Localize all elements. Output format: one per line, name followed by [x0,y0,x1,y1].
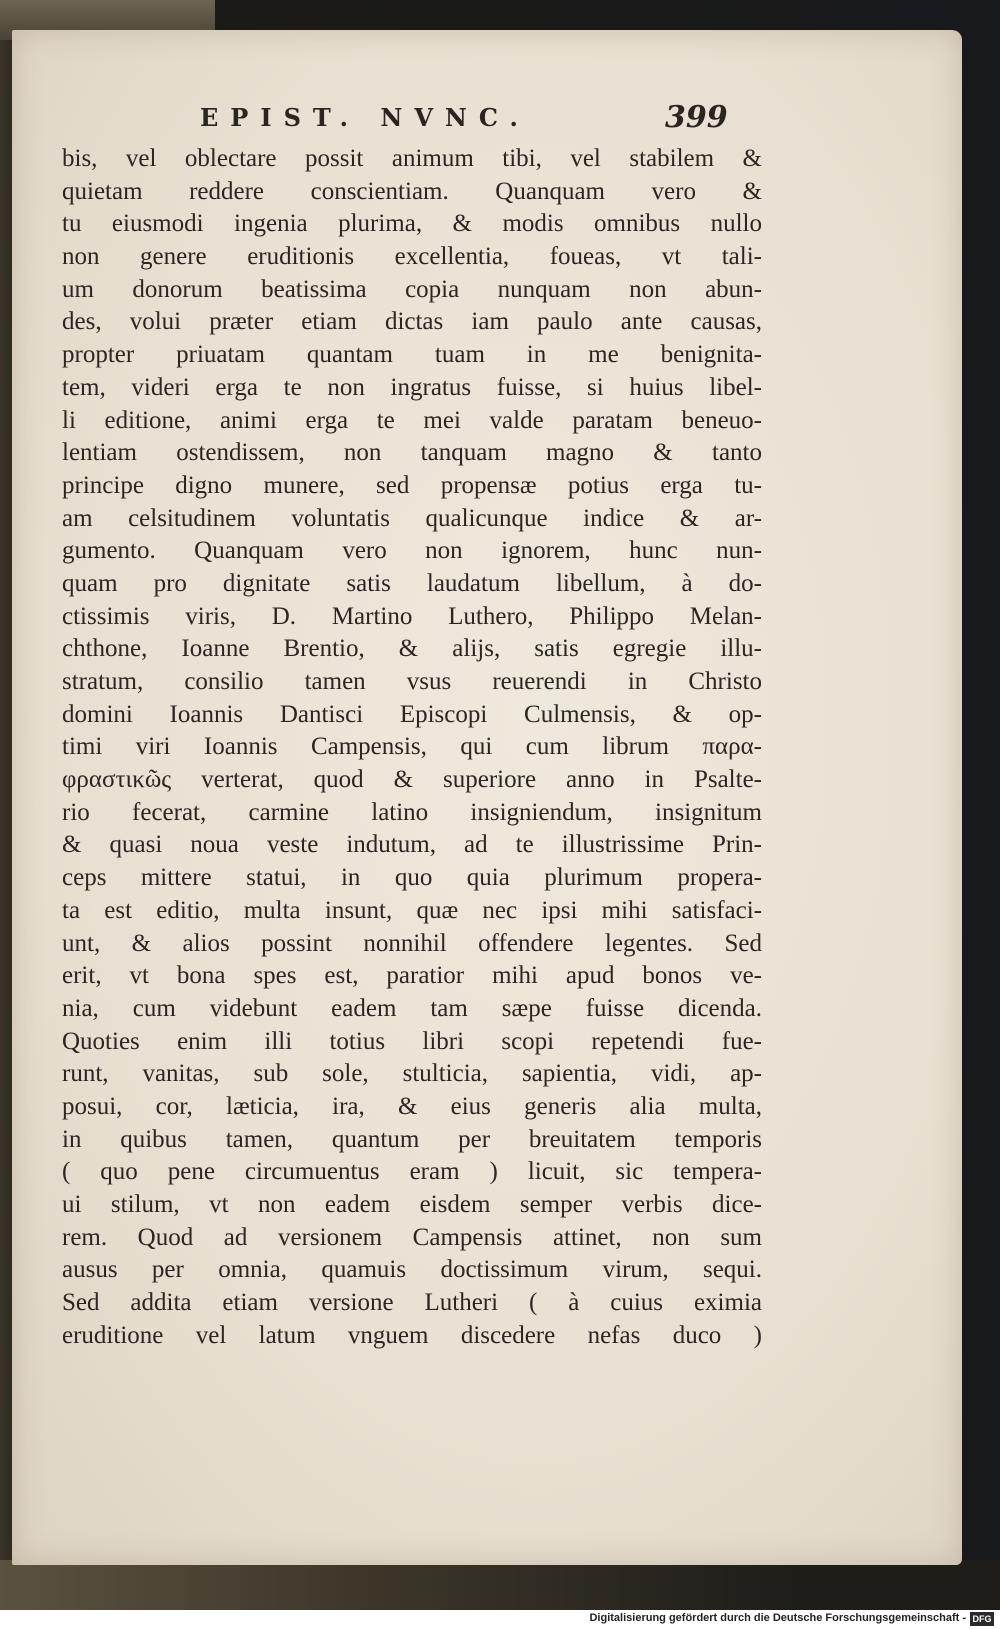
text-line: φραστικῶς verterat, quod & superiore anno in Psalte- [62,766,762,794]
body-text [62,143,762,1352]
text-line: ta est editio, multa insunt, quæ nec ipsi mihi satisfaci- [62,896,762,924]
text-line: timi viri Ioannis Campensis, qui cum librum παρα- [62,733,762,761]
text-line: Quoties enim illi totius libri scopi repetendi fue- [62,1027,762,1055]
text-line: & quasi noua veste indutum, ad te illustrissime Prin- [62,831,762,859]
text-line: ctissimis viris, D. Martino Luthero, Philippo Melan- [62,602,762,630]
text-line: tem, videri erga te non ingratus fuisse, si huius libel- [62,373,762,401]
text-line: gumento. Quanquam vero non ignorem, hunc nun- [62,537,762,565]
text-line: posui, cor, læticia, ira, & eius generis alia multa, [62,1092,762,1120]
text-line: ceps mittere statui, in quo quia plurimum propera- [62,864,762,892]
text-line: am celsitudinem voluntatis qualicunque indice & ar- [62,504,762,532]
text-line: in quibus tamen, quantum per breuitatem temporis [62,1125,762,1153]
text-line: quam pro dignitate satis laudatum libellum, à do- [62,569,762,597]
funding-credit: Digitalisierung gefördert durch die Deutsche Forschungsgemeinschaft - [589,1612,966,1624]
text-line: nia, cum videbunt eadem tam sæpe fuisse dicenda. [62,994,762,1022]
text-line: li editione, animi erga te mei valde paratam beneuo- [62,406,762,434]
text-line: principe digno munere, sed propensæ potius erga tu- [62,471,762,499]
text-line: ui stilum, vt non eadem eisdem semper verbis dice- [62,1191,762,1218]
text-line: tu eiusmodi ingenia plurima, & modis omnibus nullo [62,210,762,238]
text-line: Sed addita etiam versione Lutheri ( à cuius eximia [62,1289,762,1317]
text-line: domini Ioannis Dantisci Episcopi Culmensis, & op- [62,700,762,728]
text-line: non genere eruditionis excellentia, foueas, vt tali- [62,243,762,271]
text-line: bis, vel oblectare possit animum tibi, vel stabilem & [62,145,762,172]
binding-edge-bottom [0,1560,1000,1610]
text-line: chthone, Ioanne Brentio, & alijs, satis egregie illu- [62,635,762,663]
text-line: unt, & alios possint nonnihil offendere legentes. Sed [62,929,762,957]
text-line: eruditione vel latum vnguem discedere nefas duco ) [62,1321,762,1349]
text-line: erit, vt bona spes est, paratior mihi apud bonos ve- [62,962,762,990]
page-number: 399 [665,100,728,135]
text-line: quietam reddere conscientiam. Quanquam vero & [62,177,762,205]
text-line: des, volui præter etiam dictas iam paulo ante causas, [62,308,762,336]
text-line: lentiam ostendissem, non tanquam magno & tanto [62,439,762,467]
text-line: propter priuatam quantam tuam in me benignita- [62,341,762,369]
running-head: EPIST. NVNC. [200,103,530,132]
text-line: rio fecerat, carmine latino insigniendum, insignitum [62,798,762,826]
text-line: stratum, consilio tamen vsus reuerendi in Christo [62,668,762,695]
dfg-logo: DFG [970,1612,994,1626]
text-line: um donorum beatissima copia nunquam non abun- [62,275,762,303]
text-line: rem. Quod ad versionem Campensis attinet, non sum [62,1223,762,1251]
text-line: ausus per omnia, quamuis doctissimum virum, sequi. [62,1256,762,1284]
text-line: ( quo pene circumuentus eram ) licuit, sic tempera- [62,1158,762,1186]
text-line: runt, vanitas, sub sole, stulticia, sapientia, vidi, ap- [62,1060,762,1088]
